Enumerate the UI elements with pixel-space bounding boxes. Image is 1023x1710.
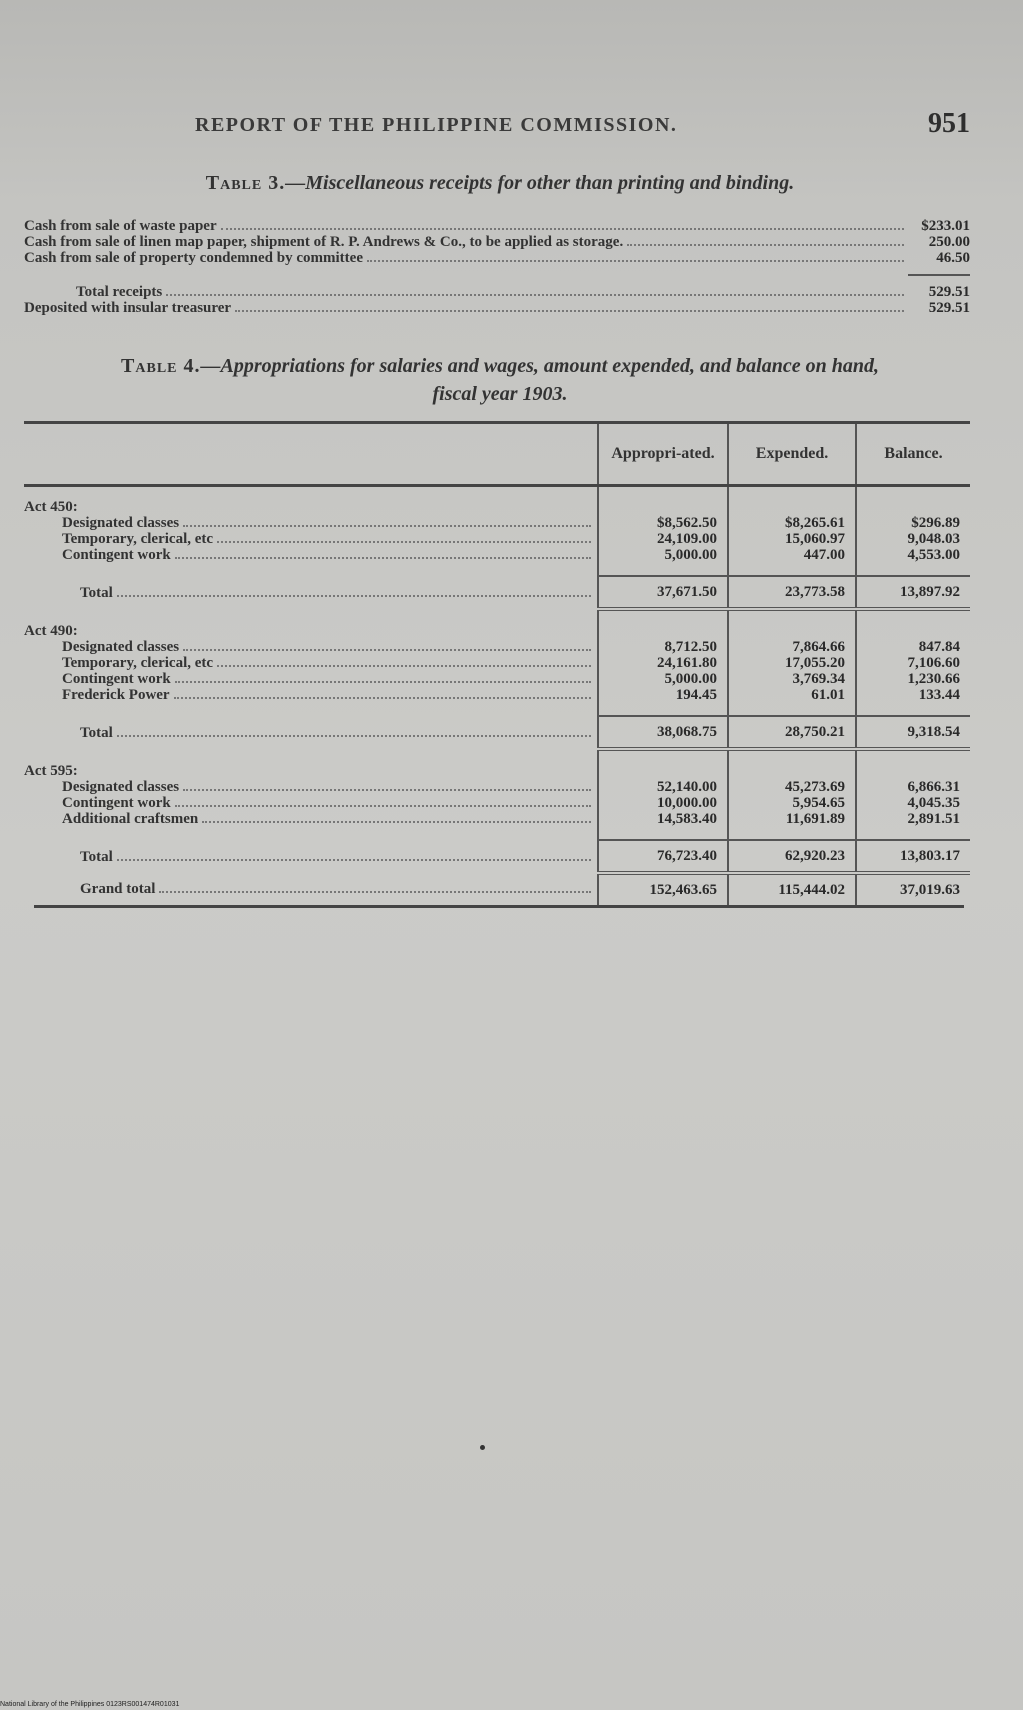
table-row (24, 639, 970, 655)
table-row (24, 779, 970, 795)
cell-expended: 11,691.89 (728, 811, 856, 827)
row-label: Additional craftsmen (62, 811, 199, 827)
act-label: Act 490: (24, 623, 78, 639)
table3-total-amount: 529.51 (928, 284, 970, 300)
row-label: Designated classes (62, 779, 180, 795)
table4-title-line2: fiscal year 1903. (432, 383, 568, 405)
cell-balance: 13,897.92 (856, 576, 970, 609)
table-row (24, 811, 970, 827)
cell-expended: 15,060.97 (728, 531, 856, 547)
cell-appropriated: 38,068.75 (598, 716, 728, 749)
cell-balance: 7,106.60 (856, 655, 970, 671)
table3-row-desc: Cash from sale of waste paper (24, 218, 217, 234)
page-header (40, 108, 970, 148)
table3-row-desc: Cash from sale of linen map paper, shipment of R. P. Andrews & Co., to be applied as storage. (24, 234, 624, 250)
table3-caption (30, 172, 970, 195)
cell-appropriated: $8,562.50 (598, 515, 728, 531)
table3-row (24, 234, 970, 250)
table3-deposited-amount: 529.51 (928, 300, 970, 316)
table3-deposited-desc: Deposited with insular treasurer (24, 300, 232, 316)
cell-expended: 62,920.23 (728, 840, 856, 873)
cell-expended: 5,954.65 (728, 795, 856, 811)
cell-appropriated: 5,000.00 (598, 547, 728, 563)
subtotal-row (24, 716, 970, 749)
grand-total-row (24, 873, 970, 905)
cell-expended: 7,864.66 (728, 639, 856, 655)
cell-balance: 9,318.54 (856, 716, 970, 749)
cell-balance: 2,891.51 (856, 811, 970, 827)
col-header-expended: Expended. (728, 424, 856, 486)
cell-balance: 37,019.63 (856, 873, 970, 905)
cell-expended: 45,273.69 (728, 779, 856, 795)
table3-total-desc: Total receipts (76, 284, 163, 300)
cell-appropriated: 37,671.50 (598, 576, 728, 609)
table3-row-desc: Cash from sale of property condemned by committee (24, 250, 363, 266)
act-heading (24, 499, 970, 515)
cell-balance: 4,045.35 (856, 795, 970, 811)
table-row (24, 531, 970, 547)
cell-appropriated: 8,712.50 (598, 639, 728, 655)
table4-bottom-rule (34, 905, 964, 908)
cell-appropriated: 152,463.65 (598, 873, 728, 905)
table3-row-amount: 46.50 (936, 250, 970, 266)
row-label: Contingent work (62, 795, 171, 811)
table-row (24, 515, 970, 531)
table-row (24, 655, 970, 671)
table-row (24, 671, 970, 687)
act-heading (24, 623, 970, 639)
cell-appropriated: 76,723.40 (598, 840, 728, 873)
table3-row (24, 250, 970, 266)
subtotal-label: Total (80, 848, 113, 865)
table4 (24, 421, 970, 908)
table3-label: Table 3. (205, 172, 286, 194)
table-row (24, 687, 970, 703)
cell-expended: $8,265.61 (728, 515, 856, 531)
cell-balance: 9,048.03 (856, 531, 970, 547)
ink-speck (480, 1445, 485, 1450)
table4-caption (30, 352, 970, 408)
page-number: 951 (928, 108, 970, 139)
cell-appropriated: 24,109.00 (598, 531, 728, 547)
table4-title-line1: —Appropriations for salaries and wages, amount expended, and balance on hand, (200, 355, 879, 377)
cell-balance: 13,803.17 (856, 840, 970, 873)
cell-expended: 23,773.58 (728, 576, 856, 609)
subtotal-row (24, 840, 970, 873)
cell-appropriated: 194.45 (598, 687, 728, 703)
row-label: Temporary, clerical, etc (62, 655, 214, 671)
cell-appropriated: 52,140.00 (598, 779, 728, 795)
cell-balance: $296.89 (856, 515, 970, 531)
cell-expended: 447.00 (728, 547, 856, 563)
cell-expended: 3,769.34 (728, 671, 856, 687)
table3-sum-rule (908, 274, 970, 276)
table3-total-row (24, 284, 970, 300)
table-row (24, 547, 970, 563)
cell-balance: 133.44 (856, 687, 970, 703)
grand-total-label: Grand total (80, 881, 156, 897)
row-label: Temporary, clerical, etc (62, 531, 214, 547)
row-label: Contingent work (62, 671, 171, 687)
cell-balance: 6,866.31 (856, 779, 970, 795)
cell-expended: 28,750.21 (728, 716, 856, 749)
table3-deposited-row (24, 300, 970, 316)
row-label: Frederick Power (62, 687, 170, 703)
table3 (24, 218, 970, 316)
subtotal-label: Total (80, 724, 113, 741)
table3-row-amount: 250.00 (928, 234, 970, 250)
row-label: Designated classes (62, 515, 180, 531)
col-header-appropriated: Appropri-ated. (598, 424, 728, 486)
cell-expended: 17,055.20 (728, 655, 856, 671)
cell-appropriated: 14,583.40 (598, 811, 728, 827)
cell-balance: 1,230.66 (856, 671, 970, 687)
cell-expended: 61.01 (728, 687, 856, 703)
table3-row-amount: $233.01 (921, 218, 970, 234)
table3-title: —Miscellaneous receipts for other than printing and binding. (285, 172, 795, 194)
scan-footer: National Library of the Philippines 0123RS001474R01031 (0, 1701, 180, 1708)
cell-appropriated: 10,000.00 (598, 795, 728, 811)
cell-balance: 847.84 (856, 639, 970, 655)
table4-header-row (24, 424, 970, 486)
running-title: REPORT OF THE PHILIPPINE COMMISSION. (195, 114, 678, 136)
row-label: Designated classes (62, 639, 180, 655)
cell-appropriated: 5,000.00 (598, 671, 728, 687)
table4-label: Table 4. (121, 355, 201, 377)
cell-expended: 115,444.02 (728, 873, 856, 905)
subtotal-label: Total (80, 584, 113, 601)
table-row (24, 795, 970, 811)
table3-row (24, 218, 970, 234)
cell-balance: 4,553.00 (856, 547, 970, 563)
act-heading (24, 763, 970, 779)
act-label: Act 450: (24, 499, 78, 515)
row-label: Contingent work (62, 547, 171, 563)
col-header-balance: Balance. (856, 424, 970, 486)
cell-appropriated: 24,161.80 (598, 655, 728, 671)
subtotal-row (24, 576, 970, 609)
act-label: Act 595: (24, 763, 78, 779)
